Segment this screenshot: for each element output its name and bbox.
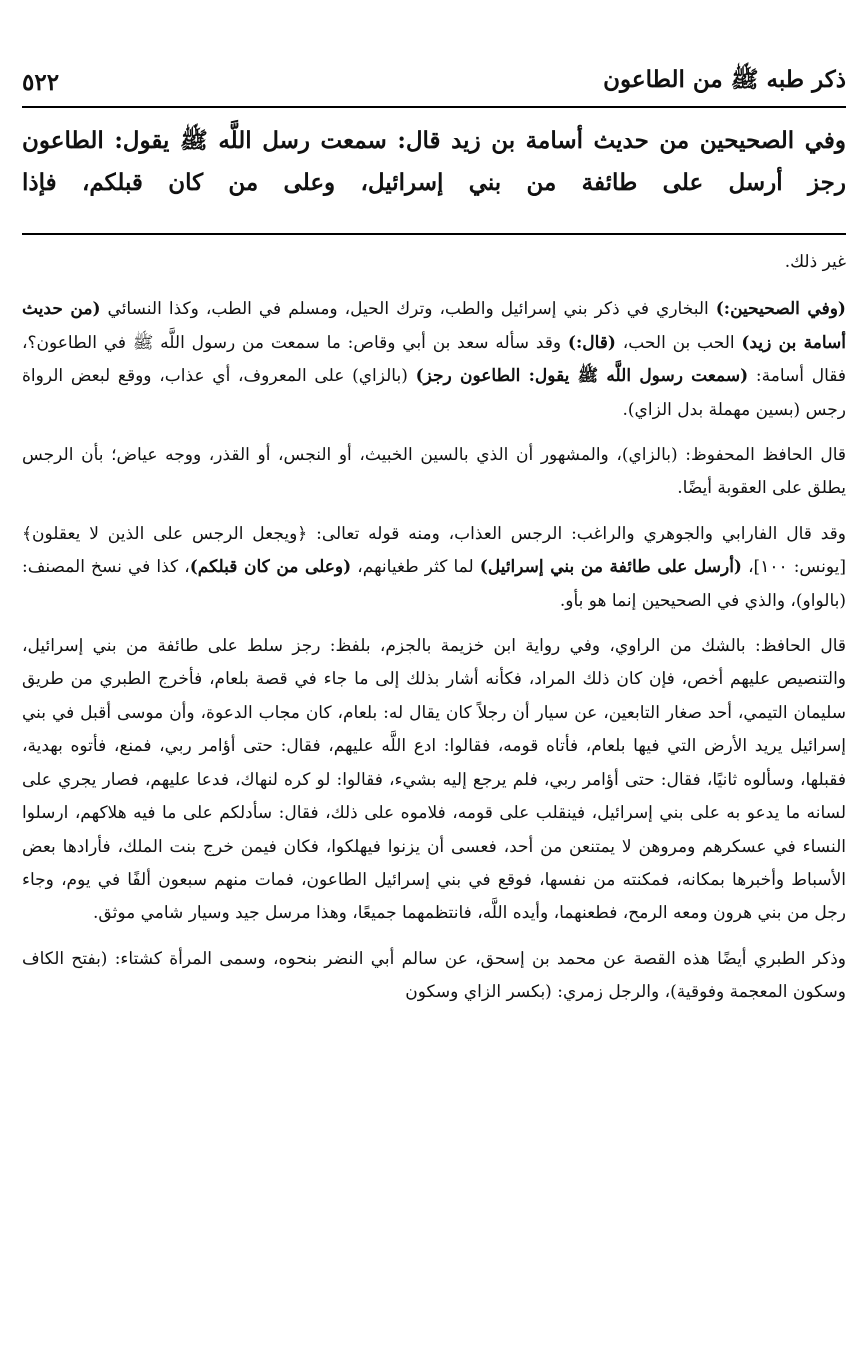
- commentary-text: وقد سأله سعد بن أبي وقاص: ما سمعت من رسول اللَّه ﷺ في الطاعون؟، فقال أسامة:: [22, 332, 846, 387]
- commentary-text: لما كثر طغيانهم،: [351, 557, 480, 578]
- commentary: [22, 246, 846, 1022]
- main-text: وفي الصحيحين من حديث أسامة بن زيد قال: سمعت رسل اللَّه ﷺ يقول: الطاعون رجز أرسل على طائفة من بني إسرائيل، وعلى من كان قبلكم، فإذا: [22, 127, 846, 196]
- quoted-phrase: (وفي الصحيحين:): [715, 299, 846, 320]
- quoted-phrase: (وعلى من كان قبلكم): [189, 557, 352, 578]
- commentary-text: وقد قال الفارابي والجوهري والراغب: الرجس العذاب، ومنه قوله تعالى: ﴿ويجعل الرجس على الذين لا يعقلون﴾ [يونس: ١٠٠]،: [22, 523, 846, 578]
- page-number: ٥٢٢: [22, 68, 60, 96]
- commentary-paragraph-2: قال الحافظ المحفوظ: (بالزاي)، والمشهور أن الذي بالسين الخبيث، أو النجس، أو القذر، ووجه عياض؛ بأن الرجس يطلق على العقوبة أيضًا.: [22, 445, 846, 499]
- quoted-phrase: (من حديث أسامة بن زيد): [22, 299, 846, 353]
- commentary-paragraph-5: وذكر الطبري أيضًا هذه القصة عن محمد بن إسحق، عن سالم أبي النضر بنحوه، وسمى المرأة كشتاء: (بفتح الكاف وسكون المعجمة وفوقية)، والرجل زمري: (بكسر الزاي وسكون: [22, 948, 846, 1003]
- header-divider: [22, 106, 846, 108]
- commentary-text: (بالزاي) على المعروف، أي عذاب، ووقع لبعض الرواة رجس (بسين مهملة بدل الزاي).: [22, 366, 846, 420]
- main-text-divider: [22, 233, 846, 235]
- commentary-text: ، كذا في نسخ المصنف: (بالواو)، والذي في الصحيحين إنما هو بأو.: [22, 557, 846, 611]
- commentary-paragraph-0: غير ذلك.: [784, 252, 846, 272]
- page-header: [22, 62, 846, 102]
- quoted-phrase: (سمعت رسول اللَّه ﷺ يقول: الطاعون رجز): [415, 366, 749, 387]
- commentary-text: البخاري في ذكر بني إسرائيل والطب، وترك الحيل، ومسلم في الطب، وكذا النسائي: [100, 299, 716, 320]
- commentary-paragraph-4: قال الحافظ: بالشك من الراوي، وفي رواية ابن خزيمة بالجزم، بلفظ: رجز سلط على طائفة من بني إسرائيل، والتنصيص عليهم أخص، فإن كان ذلك المراد، فكأنه أشار بذلك إلى ما جاء في قصة بلعام، فأخرج الطبري من طريق سليمان التيمي، أحد صغار التابعين، عن سيار أن رجلاً كان يقال له: بلعام، كان مجاب الدعوة، وأن موسى أقبل في بني إسرائيل يريد الأرض التي فيها بلعام، فأتاه قومه، فقالوا: ادع اللَّه عليهم، فقال: حتى أؤامر ربي، فمنع، فأتوه بهدية، فقبلها، وسألوه ثانيًا، فقال: حتى أؤامر ربي، فلم يرجع إليه بشيء، فقالوا: لو كره لنهاك، فدعا عليهم، فصار يجري على لسانه ما يدعو به على بني إسرائيل، فينقلب على قومه، فلاموه على ذلك، فقال: سأدلكم على ما فيه هلاكهم، ارسلوا النساء في عسكرهم ومروهن لا يمتنعن من أحد، فعسى أن يزنوا فيهلكوا، فكان فيمن خرج بنت الملك، فأرادها بعض الأسباط وأخبرها بمكانه، فمكنته من نفسها، فوقع في بني إسرائيل الطاعون، فمات منهم سبعون ألفًا في يوم، وجاء رجل من بني هرون ومعه الرمح، فطعنهما، وأيده اللَّه، فانتظمهما جميعًا، وهذا مرسل جيد وسيار شامي موثق.: [22, 636, 846, 924]
- commentary-text: الحب بن الحب،: [615, 332, 742, 353]
- commentary-paragraph-1: [22, 293, 846, 427]
- running-title: ذكر طبه ﷺ من الطاعون: [603, 66, 846, 93]
- quoted-phrase: (قال:): [567, 332, 616, 353]
- quoted-phrase: (أرسل على طائفة من بني إسرائيل): [479, 557, 742, 578]
- commentary-paragraph-3: [22, 518, 846, 618]
